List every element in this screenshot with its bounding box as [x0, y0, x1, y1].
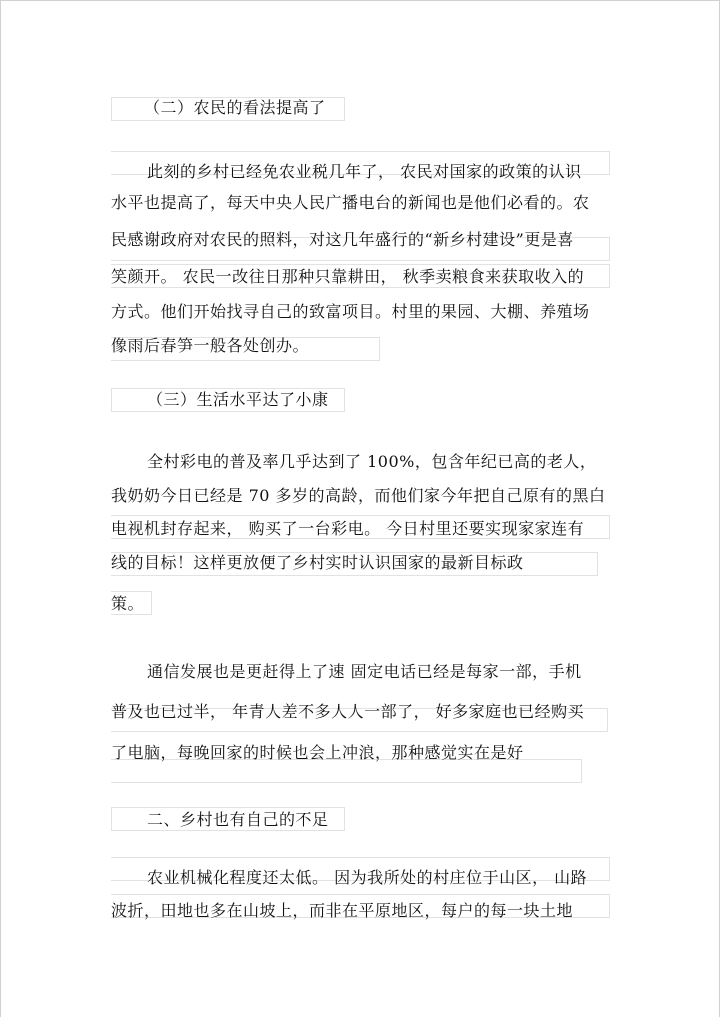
- paragraph-line: 笑颜开。 农民一改往日那种只靠耕田， 秋季卖粮食来获取收入的: [111, 267, 585, 286]
- paragraph-line: 了电脑，每晚回家的时候也会上冲浪，那种感觉实在是好: [111, 743, 524, 762]
- paragraph-line: 普及也已过半， 年青人差不多人人一部了， 好多家庭也已经购买: [111, 702, 585, 721]
- paragraph-line: 农业机械化程度还太低。 因为我所处的村庄位于山区， 山路: [147, 868, 588, 887]
- section-heading: 二、乡村也有自己的不足: [147, 810, 329, 829]
- paragraph-line: 策。: [111, 594, 145, 613]
- paragraph-line: 线的目标！这样更放便了乡村实时认识国家的最新目标政: [111, 553, 524, 572]
- paragraph-line: 通信发展也是更赶得上了速 固定电话已经是每家一部，手机: [147, 662, 582, 681]
- paragraph-line: 波折，田地也多在山坡上，而非在平原地区，每户的每一块土地: [111, 901, 574, 920]
- paragraph-line: 此刻的乡村已经免农业税几年了， 农民对国家的政策的认识: [147, 162, 582, 181]
- paragraph-line: 方式。他们开始找寻自己的致富项目。村里的果园、大棚、养殖场: [111, 302, 590, 321]
- section-heading: （二）农民的看法提高了: [144, 98, 326, 117]
- paragraph-line: 全村彩电的普及率几乎达到了 100%，包含年纪已高的老人，: [147, 452, 597, 471]
- paragraph-line: 我奶奶今日已经是 70 多岁的高龄，而他们家今年把自己原有的黑白: [111, 486, 606, 505]
- paragraph-line: 水平也提高了，每天中央人民广播电台的新闻也是他们必看的。农: [111, 193, 590, 212]
- paragraph-line: 民感谢政府对农民的照料，对这几年盛行的“新乡村建设”更是喜: [111, 230, 574, 249]
- paragraph-line: 电视机封存起来， 购买了一台彩电。 今日村里还要实现家家连有: [111, 519, 585, 538]
- paragraph-line: 像雨后春笋一般各处创办。: [111, 336, 310, 355]
- section-heading: （三）生活水平达了小康: [147, 390, 329, 409]
